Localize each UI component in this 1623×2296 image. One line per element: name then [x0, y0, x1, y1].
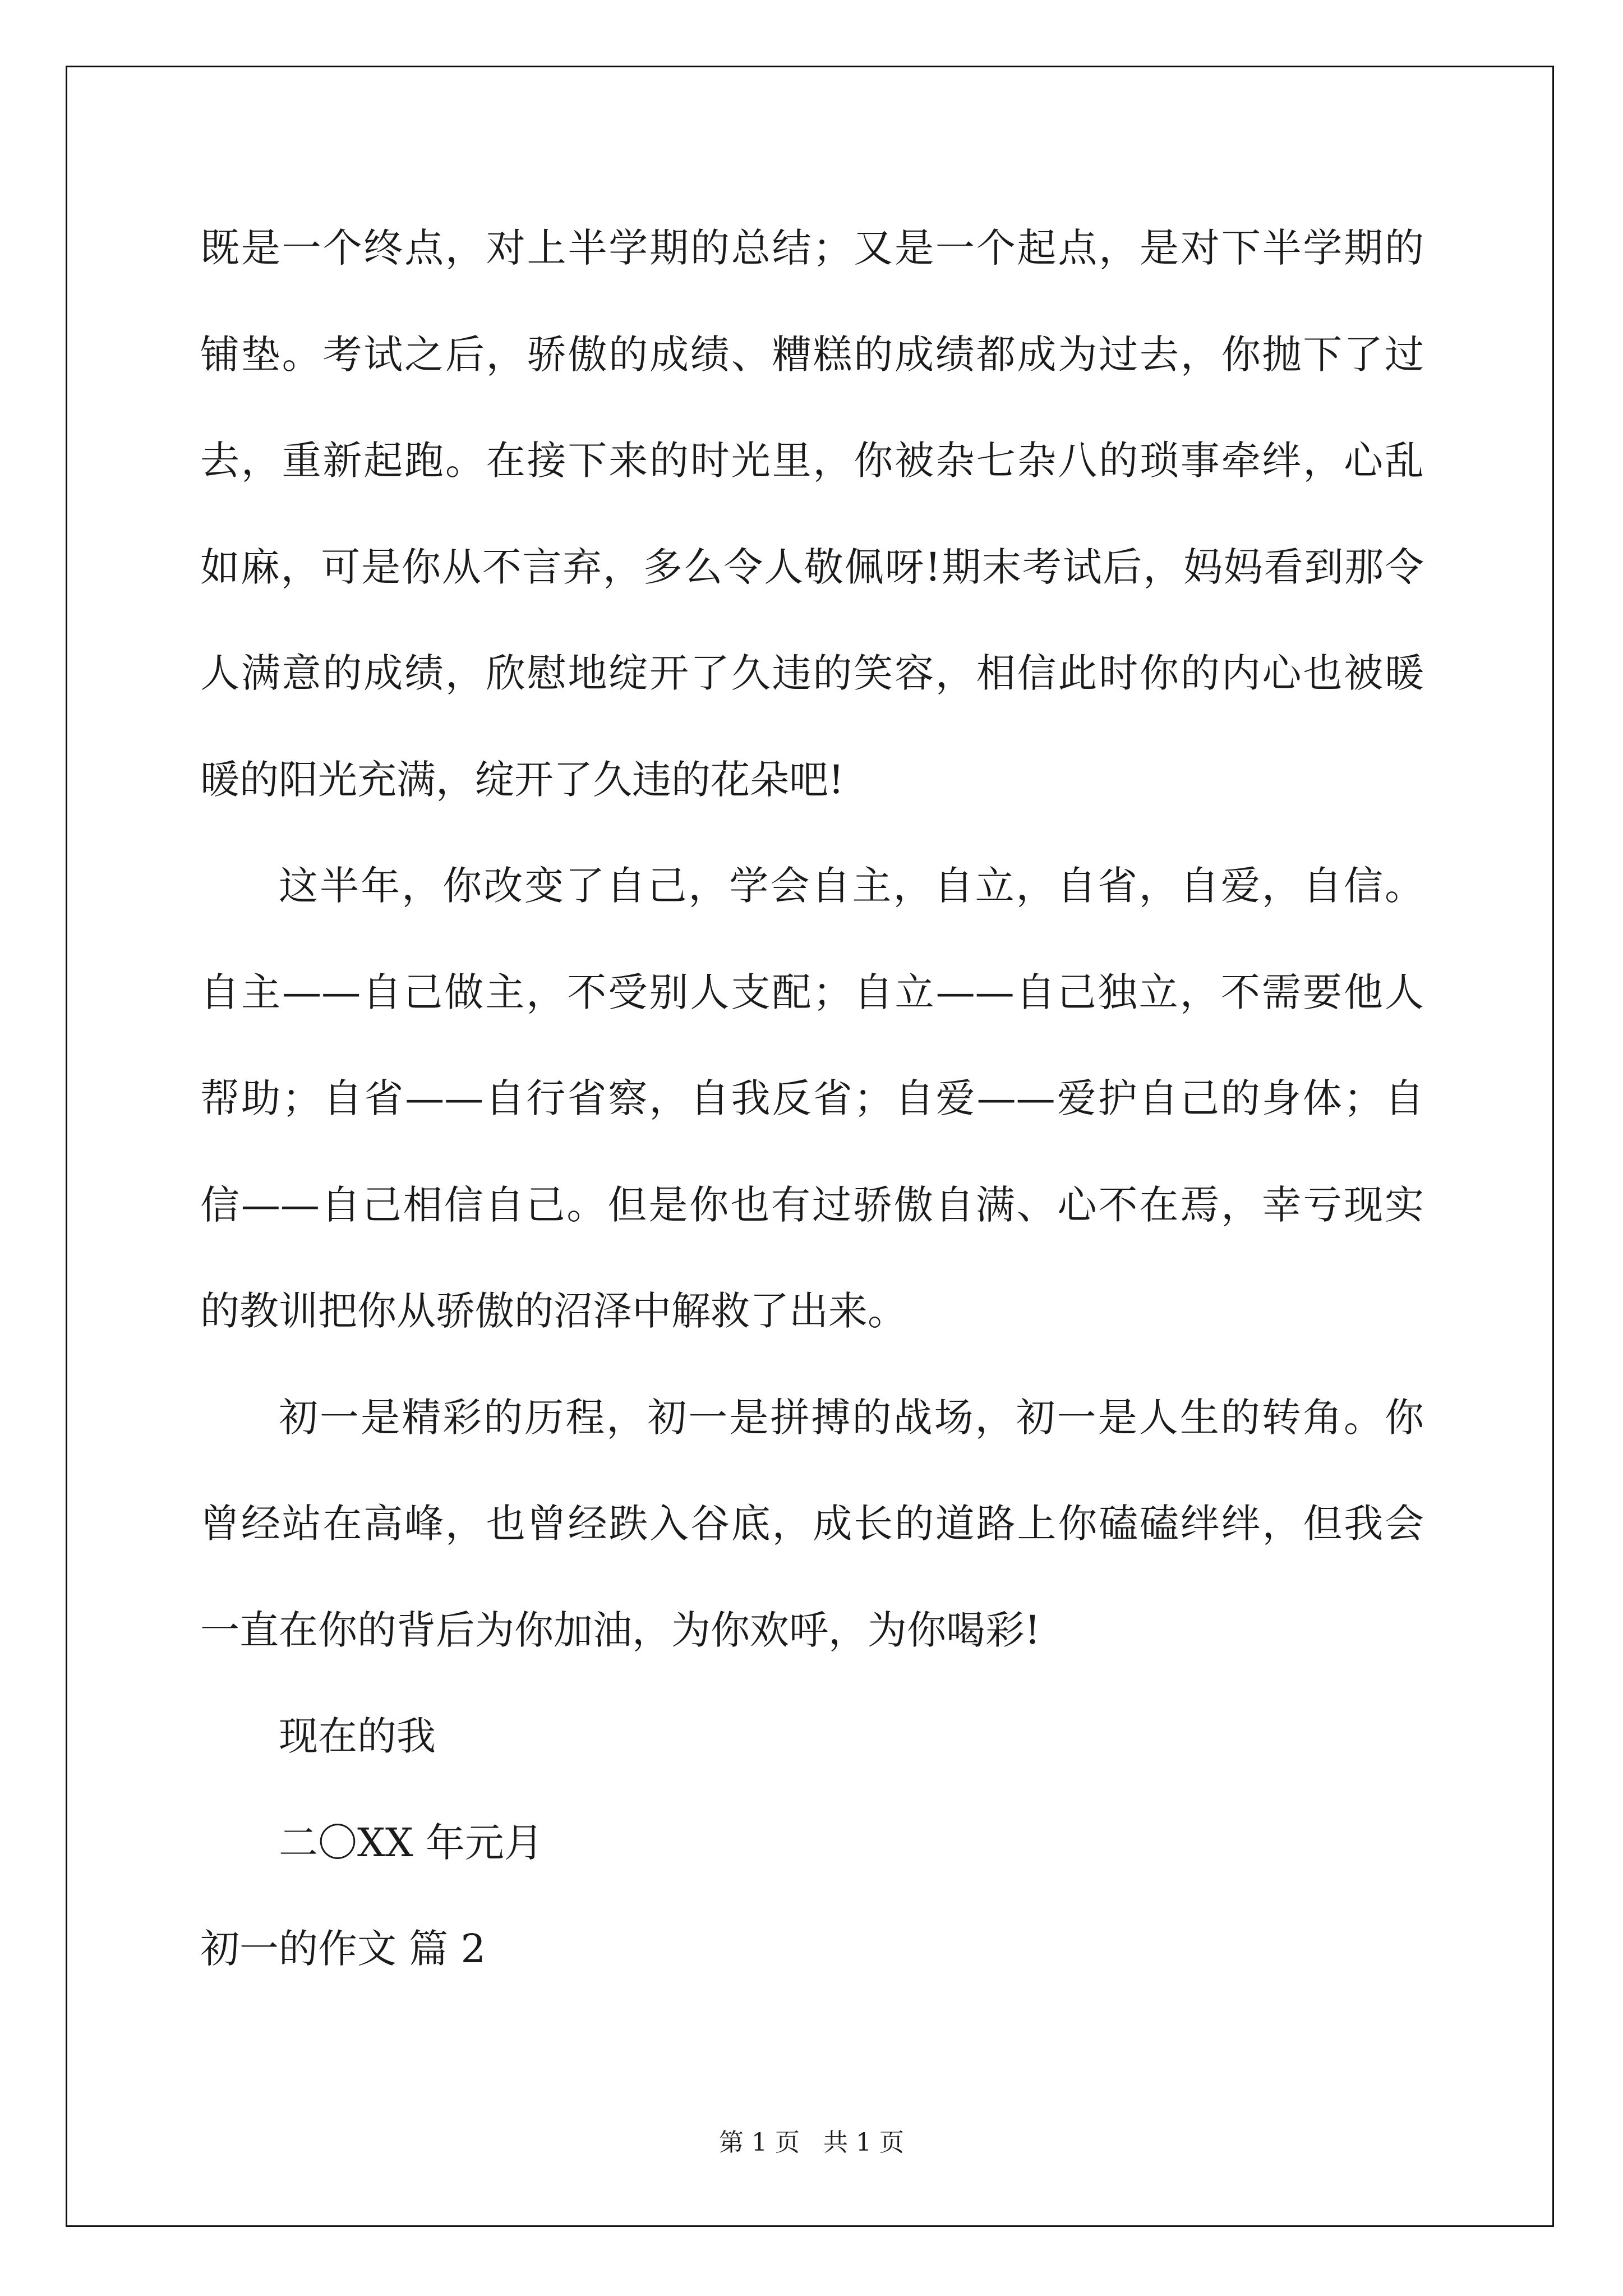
- paragraph: [200, 833, 1424, 1365]
- text-line: 去，重新起跑。在接下来的时光里，你被杂七杂八的琐事牵绊，心乱: [200, 438, 1424, 484]
- signature-date: [200, 1790, 1424, 1897]
- text-line: 二〇XX 年元月: [279, 1819, 543, 1866]
- text-line: 铺垫。考试之后，骄傲的成绩、糟糕的成绩都成为过去，你抛下了过: [200, 331, 1424, 378]
- page-footer: 第 1 页 共 1 页: [719, 2128, 904, 2157]
- paragraph: [200, 195, 1424, 833]
- text-line: 既是一个终点，对上半学期的总结；又是一个起点，是对下半学期的: [200, 225, 1424, 271]
- text-line: 曾经站在高峰，也曾经跌入谷底，成长的道路上你磕磕绊绊，但我会: [200, 1501, 1424, 1547]
- text-line: 人满意的成绩，欣慰地绽开了久违的笑容，相信此时你的内心也被暖: [200, 650, 1424, 696]
- text-line: 如麻，可是你从不言弃，多么令人敬佩呀!期末考试后，妈妈看到那令: [200, 544, 1424, 590]
- text-line: 帮助；自省——自行省察，自我反省；自爱——爱护自己的身体；自: [200, 1075, 1424, 1121]
- text-line: 信——自己相信自己。但是你也有过骄傲自满、心不在焉，幸亏现实: [200, 1181, 1424, 1228]
- paragraph: [200, 1365, 1424, 1684]
- text-line: 一直在你的背后为你加油，为你欢呼，为你喝彩!: [200, 1607, 1041, 1653]
- text-line: 现在的我: [279, 1713, 436, 1759]
- text-line: 的教训把你从骄傲的沼泽中解救了出来。: [200, 1288, 907, 1334]
- text-line: 初一的作文 篇 2: [200, 1926, 486, 1972]
- text-line: 初一是精彩的历程，初一是拼搏的战场，初一是人生的转角。你: [279, 1394, 1424, 1441]
- document-body: [200, 195, 1424, 2003]
- text-line: 暖的阳光充满，绽开了久违的花朵吧!: [200, 756, 845, 803]
- text-line: 自主——自己做主，不受别人支配；自立——自己独立，不需要他人: [200, 969, 1424, 1015]
- section-heading: [200, 1896, 1424, 2003]
- text-line: 这半年，你改变了自己，学会自主，自立，自省，自爱，自信。: [279, 863, 1424, 909]
- signature-name: [200, 1683, 1424, 1790]
